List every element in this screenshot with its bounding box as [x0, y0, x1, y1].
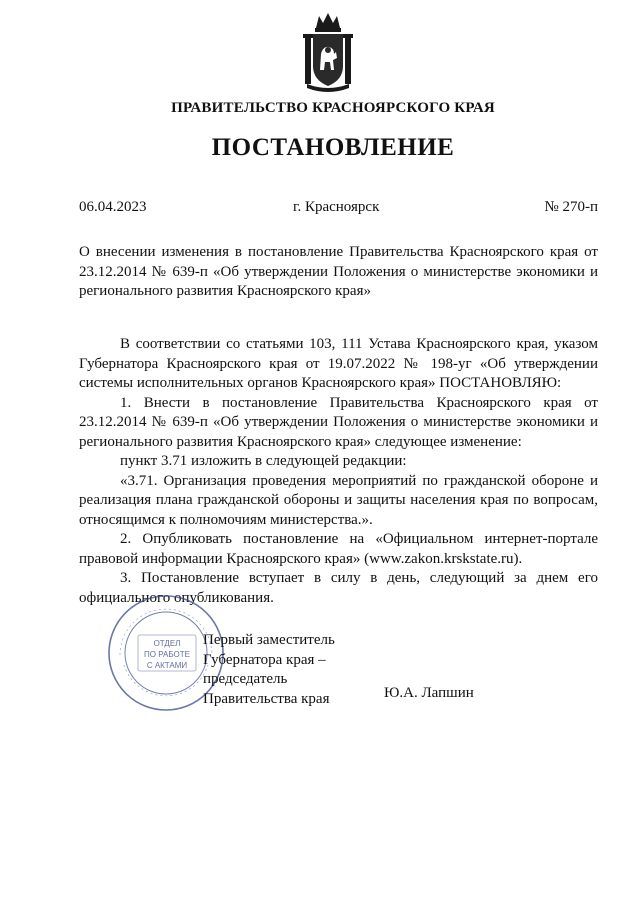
stamp-center-line-1: ОТДЕЛ — [153, 639, 181, 648]
signatory-position — [203, 631, 383, 709]
item-1-new-text: «3.71. Организация проведения мероприятий по гражданской обороне и реализация плана гражданской обороны и защиты населения края по вопросам, относящимся к полномочиям министерства.». — [79, 472, 598, 528]
document-subject: О внесении изменения в постановление Правительства Красноярского края от 23.12.2014 № 639-п «Об утверждении Положения о министерстве экономики и регионального развития Красноярского края» — [79, 244, 598, 299]
position-line-3: председатель — [203, 671, 288, 687]
coat-of-arms-emblem — [303, 10, 353, 92]
preamble-paragraph: В соответствии со статьями 103, 111 Устава Красноярского края, указом Губернатора Красноярского края от 19.07.2022 № 198-уг «Об утверждении системы исполнительных органов Красноярского края» ПОСТАНОВЛЯЮ: — [79, 336, 598, 391]
document-city: г. Красноярск — [293, 199, 380, 215]
item-1-paragraph: 1. Внести в постановление Правительства Красноярского края от 23.12.2014 № 639-п «Об утверждении Положения о министерстве экономики и регионального развития Красноярского края» следующее изменение: — [79, 394, 598, 450]
position-line-2: Губернатора края – — [203, 651, 326, 668]
item-2-paragraph: 2. Опубликовать постановление на «Официальном интернет-портале правовой информации Красноярского края» (www.zakon.krskstate.ru). — [79, 531, 598, 567]
organization-title: ПРАВИТЕЛЬСТВО КРАСНОЯРСКОГО КРАЯ — [171, 100, 495, 116]
signatory-name: Ю.А. Лапшин — [384, 685, 474, 701]
item-1-instruction: пункт 3.71 изложить в следующей редакции: — [120, 453, 407, 469]
document-body — [79, 335, 598, 608]
position-line-1: Первый заместитель — [203, 632, 335, 648]
document-type-heading: ПОСТАНОВЛЕНИЕ — [211, 134, 455, 161]
item-3-paragraph: 3. Постановление вступает в силу в день, следующий за днем его официального опубликования. — [79, 570, 598, 606]
position-line-4: Правительства края — [203, 690, 330, 707]
stamp-center-line-3: С АКТАМИ — [146, 661, 188, 670]
document-date: 06.04.2023 — [79, 199, 147, 215]
stamp-center-line-2: ПО РАБОТЕ — [144, 650, 190, 659]
document-number: № 270-п — [544, 199, 598, 215]
